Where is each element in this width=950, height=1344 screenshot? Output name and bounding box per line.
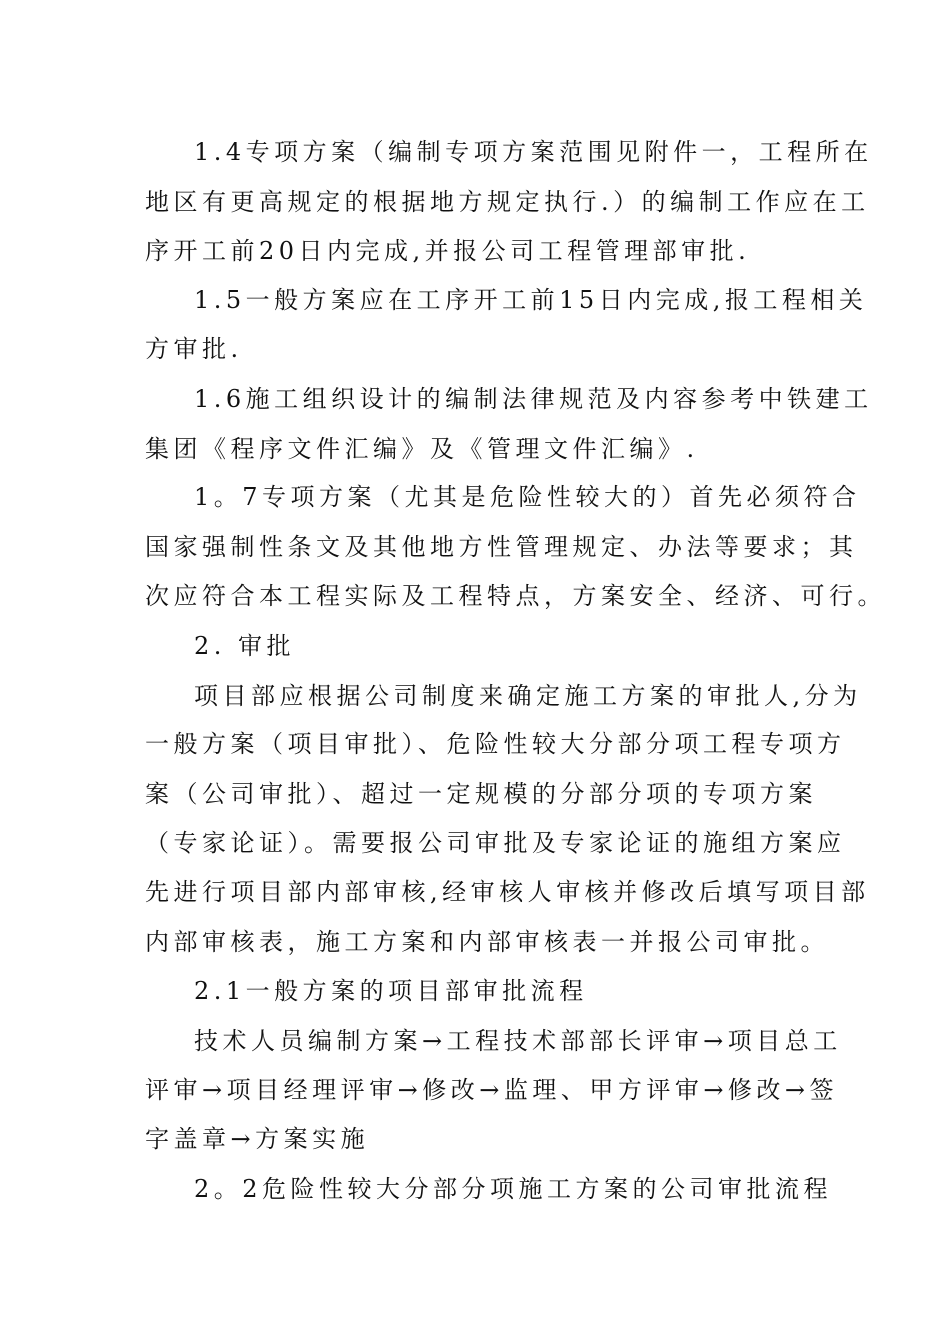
paragraph-line: 1.4专项方案（编制专项方案范围见附件一，工程所在 [194, 138, 873, 166]
paragraph-line: 评审→项目经理评审→修改→监理、甲方评审→修改→签 [145, 1076, 839, 1104]
paragraph-line: 1.6施工组织设计的编制法律规范及内容参考中铁建工 [194, 385, 873, 413]
subsection-heading: 2.1一般方案的项目部审批流程 [194, 977, 588, 1005]
paragraph-line: 国家强制性条文及其他地方性管理规定、办法等要求；其 [145, 533, 858, 561]
paragraph-line: 先进行项目部内部审核,经审核人审核并修改后填写项目部 [145, 878, 870, 906]
paragraph-line: 一般方案（项目审批）、危险性较大分部分项工程专项方 [145, 730, 846, 758]
paragraph-line: 序开工前20日内完成,并报公司工程管理部审批. [145, 237, 751, 265]
paragraph-line: 项目部应根据公司制度来确定施工方案的审批人,分为 [194, 682, 862, 710]
paragraph-line: 字盖章→方案实施 [145, 1125, 370, 1153]
paragraph-line: 1.5一般方案应在工序开工前15日内完成,报工程相关 [194, 286, 868, 314]
paragraph-line: 方审批. [145, 335, 243, 363]
paragraph-line: 内部审核表，施工方案和内部审核表一并报公司审批。 [145, 928, 829, 956]
paragraph-line: 技术人员编制方案→工程技术部部长评审→项目总工 [194, 1027, 842, 1055]
paragraph-line: 次应符合本工程实际及工程特点，方案安全、经济、可行。 [145, 582, 886, 610]
paragraph-line: 集团《程序文件汇编》及《管理文件汇编》. [145, 435, 699, 463]
paragraph-line: 案（公司审批）、超过一定规模的分部分项的专项方案 [145, 780, 817, 808]
paragraph-line: 地区有更高规定的根据地方规定执行.）的编制工作应在工 [145, 188, 870, 216]
paragraph-line: （专家论证）。需要报公司审批及专家论证的施组方案应 [145, 829, 846, 857]
section-heading: 2. 审批 [194, 632, 296, 660]
paragraph-line: 1。7专项方案（尤其是危险性较大的）首先必须符合 [194, 483, 861, 511]
subsection-heading: 2。2危险性较大分部分项施工方案的公司审批流程 [194, 1175, 833, 1203]
